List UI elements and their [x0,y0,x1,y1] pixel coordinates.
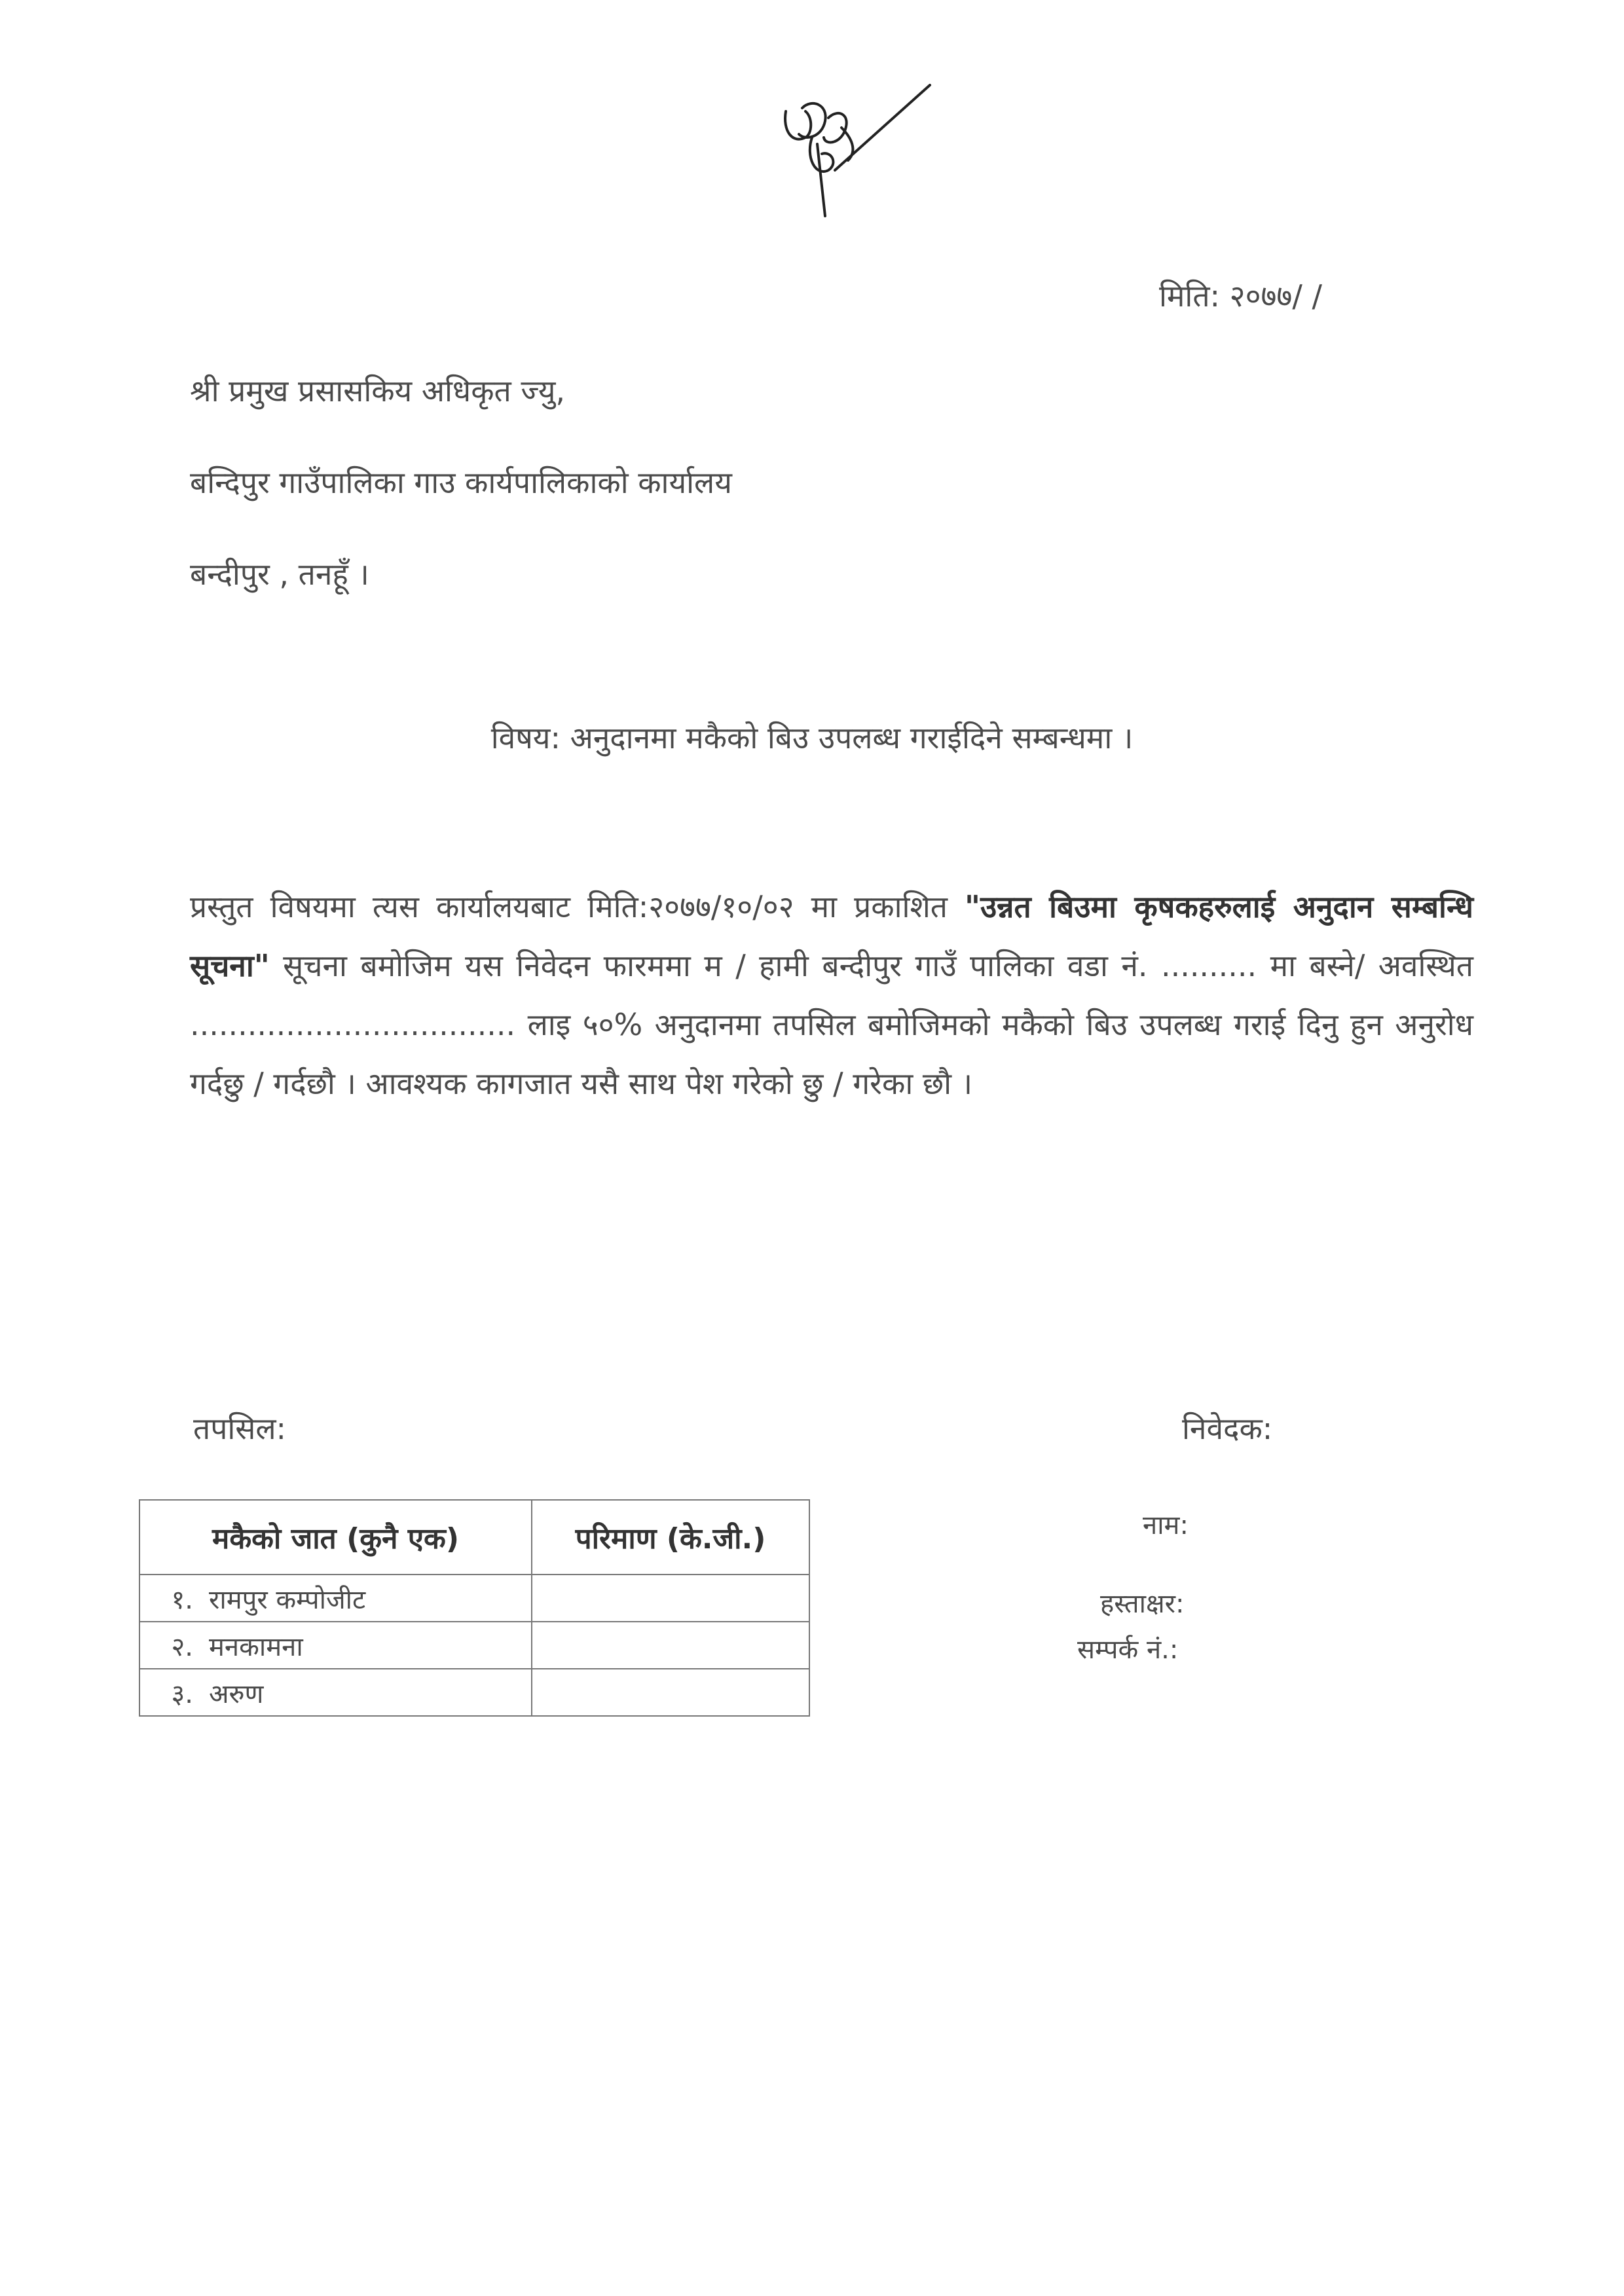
table-row [139,1622,809,1669]
variety-cell [139,1669,532,1716]
variety-name: रामपुर कम्पोजीट [209,1584,366,1615]
subject-line: विषय: अनुदानमा मकैको बिउ उपलब्ध गराईदिने सम्बन्धमा । [490,720,1134,756]
quantity-cell[interactable] [532,1575,809,1622]
recipient-line-2: बन्दिपुर गाउँपालिका गाउ कार्यपालिकाको कार्यालय [190,465,732,500]
handwritten-signature [766,72,936,229]
row-number: ३. [171,1679,193,1709]
notice-title-bold: "उन्नत बिउमा कृषकहरुलाई अनुदान सम्बन्धि सूचना" [190,889,1473,983]
body-paragraph [190,877,1473,1113]
contact-field-label: सम्पर्क नं.: [1077,1635,1179,1665]
variety-name: मनकामना [209,1631,303,1662]
maize-variety-table [139,1499,810,1717]
variety-cell [139,1575,532,1622]
variety-name: अरुण [209,1679,264,1709]
signature-field-label: हस्ताक्षर: [1100,1589,1185,1619]
variety-cell [139,1622,532,1669]
recipient-line-1: श्री प्रमुख प्रसासकिय अधिकृत ज्यु, [190,373,565,409]
header-variety: मकैको जात (कुनै एक) [139,1500,532,1575]
quantity-cell[interactable] [532,1669,809,1716]
quantity-cell[interactable] [532,1622,809,1669]
header-quantity: परिमाण (के.जी.) [532,1500,809,1575]
recipient-line-3: बन्दीपुर , तनहूँ । [190,556,369,592]
name-field-label: नाम: [1143,1510,1189,1540]
applicant-label: निवेदक: [1182,1411,1273,1446]
row-number: २. [171,1631,193,1662]
tapasil-label: तपसिल: [193,1411,287,1446]
body-text-part-1: प्रस्तुत विषयमा त्यस कार्यालयबाट मिति:२०७७/१०/०२ मा प्रकाशित [190,889,948,924]
row-number: १. [171,1584,193,1615]
date-line: मिति: २०७७/ / [1159,278,1322,314]
table-row [139,1575,809,1622]
table-row [139,1669,809,1716]
body-text-part-2: सूचना बमोजिम यस निवेदन फारममा म / हामी बन्दीपुर गाउँ पालिका वडा नं. .......... मा बस्ने/ अवस्थित .................................. लाइ ५०% अनुदानमा तपसिल बमोजिमको मकैको बिउ उपलब्ध गराई दिनु हुन अनुरोध गर्दछु / गर्दछौ । आवश्यक कागजात यसै साथ पेश गरेको छु / गरेका छौ । [190,948,1473,1101]
table-header-row [139,1500,809,1575]
